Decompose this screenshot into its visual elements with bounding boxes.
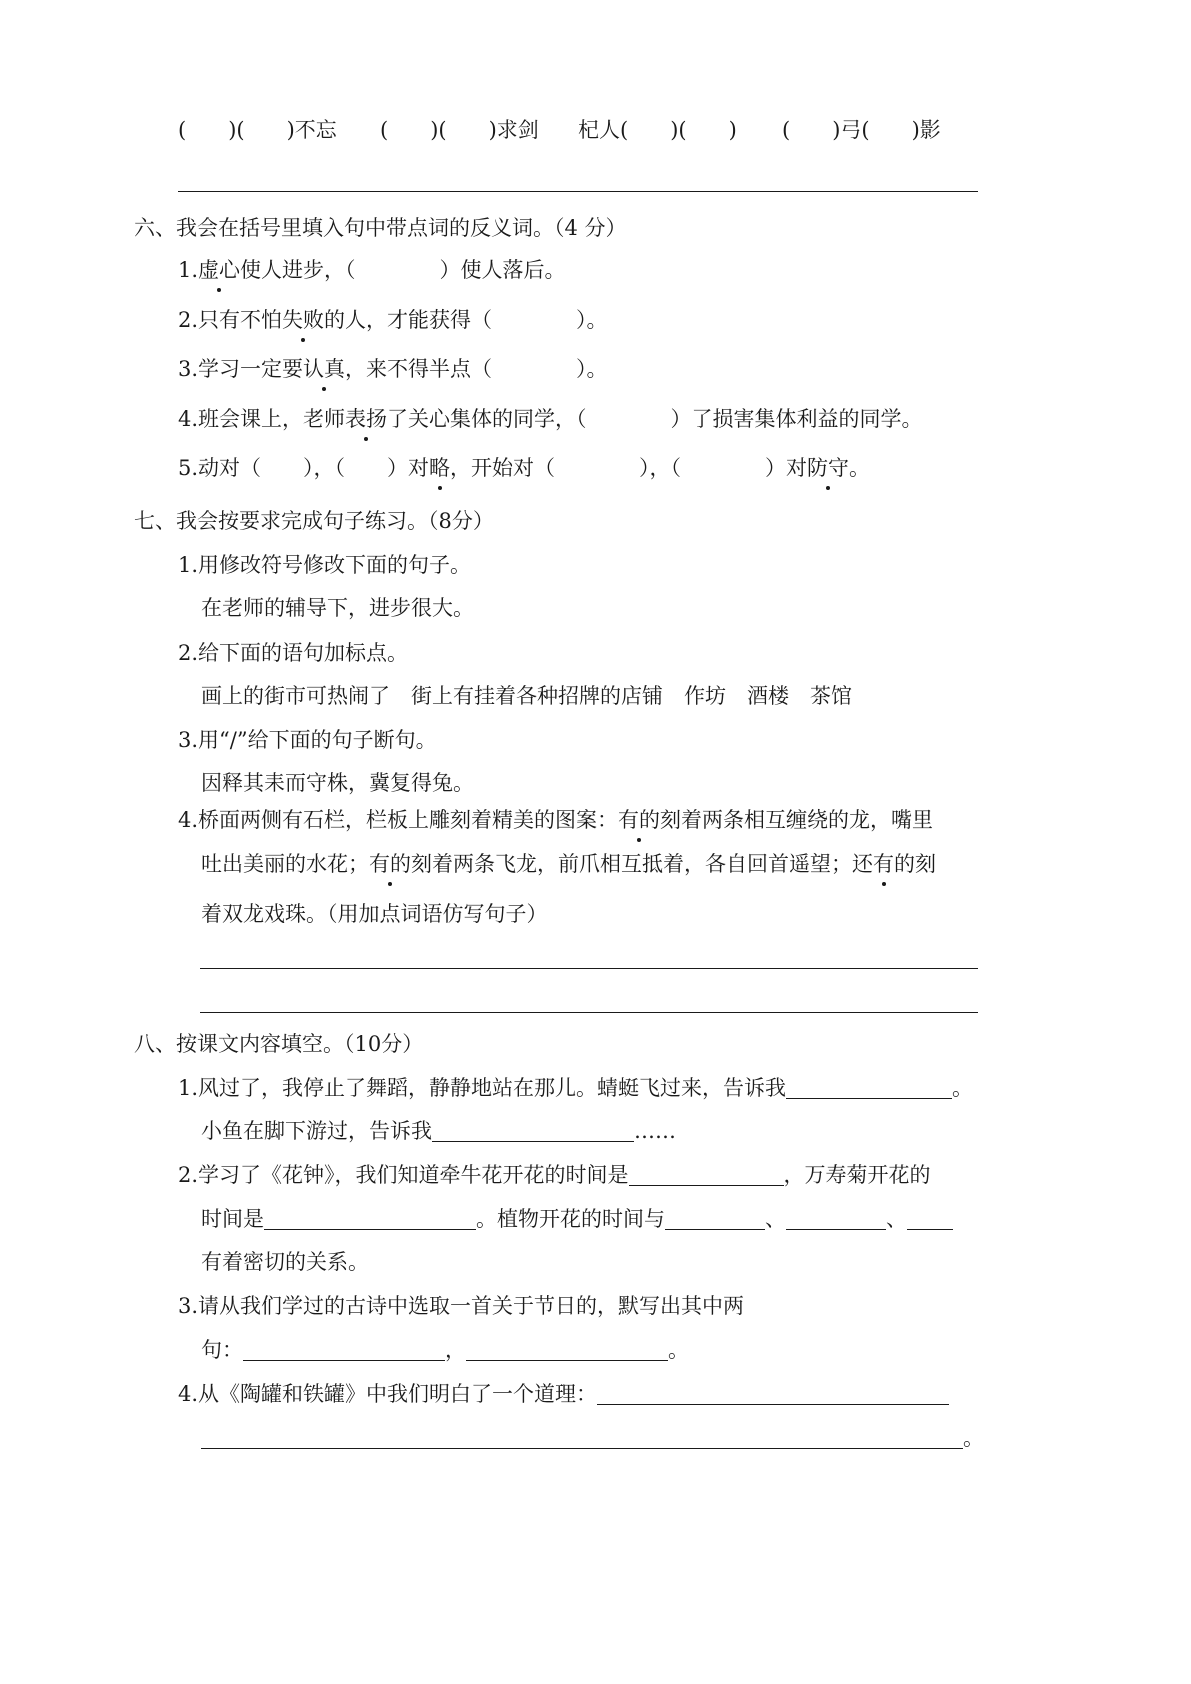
answer-line[interactable]	[178, 191, 978, 192]
s8-q1-line2: 小鱼在脚下游过，告诉我 ……	[201, 1119, 676, 1143]
s7-q4-line1: 4.桥面两侧有石栏，栏板上雕刻着精美的图案：有的刻着两条相互缠绕的龙，嘴里	[178, 808, 934, 832]
answer-blank[interactable]	[665, 1209, 765, 1230]
s6-q3: 3.学习一定要认真，来不得半点（ ）。	[178, 357, 608, 381]
dotted-word: 失败	[282, 308, 325, 332]
answer-blank[interactable]	[786, 1078, 952, 1099]
s7-q4-line3: 着双龙戏珠。（用加点词语仿写句子）	[201, 902, 548, 926]
section-8-title: 八、按课文内容填空。（10分）	[134, 1032, 424, 1056]
s7-q2: 2.给下面的语句加标点。	[178, 641, 409, 665]
answer-blank[interactable]	[264, 1209, 476, 1230]
s8-q2-line3: 有着密切的关系。	[201, 1250, 369, 1274]
s6-q1: 1.虚心使人进步，（ ）使人落后。	[178, 258, 566, 282]
answer-blank[interactable]	[629, 1165, 784, 1186]
s6-q2: 2.只有不怕失败的人，才能获得（ ）。	[178, 308, 608, 332]
dotted-word: 虚心	[198, 258, 241, 282]
s6-q5: 5.动对（ ），（ ）对略，开始对（ ），（ ）对防守。	[178, 456, 871, 480]
idiom-2: ( )( )求剑	[380, 118, 539, 142]
s7-q3: 3.用“/”给下面的句子断句。	[178, 728, 437, 752]
idiom-3: 杞人( )( )	[578, 118, 737, 142]
answer-blank[interactable]	[907, 1209, 953, 1230]
s7-q4-line2: 吐出美丽的水花；有的刻着两条飞龙，前爪相互抵着，各自回首遥望；还有的刻	[201, 852, 936, 876]
answer-blank[interactable]	[432, 1121, 634, 1142]
s8-q1-line1: 1.风过了，我停止了舞蹈，静静地站在那儿。蜻蜓飞过来，告诉我 。	[178, 1076, 974, 1100]
s8-q2-line1: 2.学习了《花钟》，我们知道牵牛花开花的时间是 ，万寿菊开花的	[178, 1163, 931, 1187]
s8-q2-line2: 时间是 。植物开花的时间与 、 、	[201, 1205, 953, 1233]
dotted-word: 有的	[369, 852, 411, 876]
dotted-word: 表扬	[345, 407, 388, 431]
answer-blank[interactable]	[466, 1340, 668, 1361]
answer-line[interactable]	[200, 968, 978, 969]
s6-q4: 4.班会课上，老师表扬了关心集体的同学，（ ）了损害集体利益的同学。	[178, 407, 923, 431]
s7-q1: 1.用修改符号修改下面的句子。	[178, 553, 472, 577]
dotted-word: 有的	[618, 808, 661, 832]
answer-blank[interactable]	[786, 1209, 886, 1230]
answer-blank[interactable]	[597, 1384, 949, 1405]
answer-blank[interactable]	[201, 1428, 963, 1449]
s8-q3-line1: 3.请从我们学过的古诗中选取一首关于节日的，默写出其中两	[178, 1294, 745, 1318]
answer-blank[interactable]	[243, 1340, 445, 1361]
section-6-title: 六、我会在括号里填入句中带点词的反义词。（4 分）	[134, 216, 627, 240]
idiom-1: ( )( )不忘	[178, 118, 337, 142]
idiom-4: ( )弓( )影	[782, 118, 941, 142]
s7-q2-sentence: 画上的街市可热闹了 街上有挂着各种招牌的店铺 作坊 酒楼 茶馆	[201, 684, 852, 708]
dotted-word: 略	[429, 456, 451, 480]
s8-q4-line2: 。	[201, 1424, 984, 1452]
s7-q1-sentence: 在老师的辅导下，进步很大。	[201, 596, 474, 620]
answer-line[interactable]	[200, 1012, 978, 1013]
s8-q4-line1: 4.从《陶罐和铁罐》中我们明白了一个道理：	[178, 1380, 949, 1408]
dotted-word: 防守	[807, 456, 850, 480]
s7-q3-sentence: 因释其耒而守株，冀复得兔。	[201, 771, 474, 795]
dotted-word: 还有的	[852, 852, 915, 876]
section-7-title: 七、我会按要求完成句子练习。（8分）	[134, 509, 494, 533]
s8-q3-line2: 句： ， 。	[201, 1338, 689, 1362]
dotted-word: 认真	[303, 357, 346, 381]
